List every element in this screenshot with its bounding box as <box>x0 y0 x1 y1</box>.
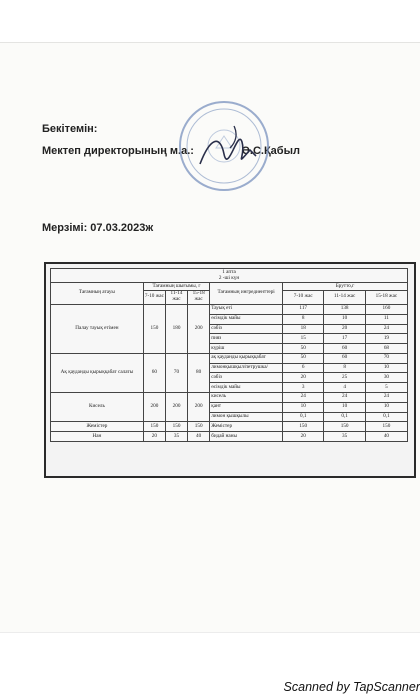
ingredient-name-cell: күріш <box>210 344 283 354</box>
ingredient-gross-cell: 138 <box>324 304 365 314</box>
ingredient-gross-cell: 4 <box>324 383 365 393</box>
ingredient-gross-cell: 30 <box>365 373 407 383</box>
day-label: 2 -ші күн <box>218 274 240 281</box>
ingredient-gross-cell: 50 <box>283 344 324 354</box>
dish-output-cell: 35 <box>165 432 187 442</box>
approval-signer: Ә.С.Қабыл <box>241 145 300 157</box>
ingredient-name-cell: өсімдік майы <box>210 383 283 393</box>
deadline-text: Мерзімі: 07.03.2023ж <box>42 222 154 234</box>
ingredient-gross-cell: 0,1 <box>324 412 365 422</box>
dish-output-cell: 40 <box>188 432 210 442</box>
ingredient-gross-cell: 20 <box>283 432 324 442</box>
ingredient-gross-cell: 0,1 <box>283 412 324 422</box>
dish-output-cell: 200 <box>188 304 210 353</box>
ingredient-gross-cell: 11 <box>365 314 407 324</box>
ingredient-gross-cell: 40 <box>365 432 407 442</box>
ingredient-gross-cell: 15 <box>283 334 324 344</box>
dish-output-cell: 60 <box>143 353 165 392</box>
ingredient-gross-cell: 24 <box>324 393 365 403</box>
ingredient-name-cell: сәбіз <box>210 373 283 383</box>
dish-output-cell: 200 <box>165 393 187 422</box>
table-row <box>51 353 408 363</box>
ingredient-gross-cell: 17 <box>324 334 365 344</box>
ingredient-gross-cell: 10 <box>283 402 324 412</box>
ingredient-name-cell: ақ қауданды қырыққабат <box>210 353 283 363</box>
ingredient-gross-cell: 150 <box>365 422 407 432</box>
table-row <box>51 422 408 432</box>
header-output-age-2: 11-14 жас <box>165 290 187 304</box>
ingredient-name-cell: лимон қышқылы <box>210 412 283 422</box>
ingredient-name-cell: Тауық еті <box>210 304 283 314</box>
header-gross-age-3: 15-18 жас <box>365 290 407 304</box>
ingredient-gross-cell: 18 <box>283 324 324 334</box>
week-day-header <box>51 269 408 283</box>
approval-label: Бекітемін: <box>42 123 98 135</box>
table-row <box>51 432 408 442</box>
menu-table-body <box>51 304 408 441</box>
ingredient-gross-cell: 3 <box>283 383 324 393</box>
header-gross-age-1: 7-10 жас <box>283 290 324 304</box>
ingredient-name-cell: Жемістер <box>210 422 283 432</box>
ingredient-gross-cell: 117 <box>283 304 324 314</box>
dish-output-cell: 180 <box>165 304 187 353</box>
ingredient-gross-cell: 24 <box>283 393 324 403</box>
header-dish: Тағамның атауы <box>51 283 144 305</box>
dish-output-cell: 80 <box>188 353 210 392</box>
week-label: 1 апта <box>222 268 236 275</box>
ingredient-gross-cell: 10 <box>365 402 407 412</box>
ingredient-gross-cell: 10 <box>365 363 407 373</box>
ingredient-gross-cell: 5 <box>365 383 407 393</box>
dish-name-cell: Ақ қауданды қырыққабат салаты <box>51 353 144 392</box>
ingredient-name-cell: бидай наны <box>210 432 283 442</box>
ingredient-gross-cell: 0,1 <box>365 412 407 422</box>
dish-name-cell: Кисель <box>51 393 144 422</box>
ingredient-gross-cell: 150 <box>324 422 365 432</box>
ingredient-gross-cell: 150 <box>283 422 324 432</box>
ingredient-gross-cell: 60 <box>324 353 365 363</box>
ingredient-gross-cell: 50 <box>283 353 324 363</box>
ingredient-name-cell: сәбіз <box>210 324 283 334</box>
header-output-age-3: 15-18 жас <box>188 290 210 304</box>
ingredient-name-cell: пияз <box>210 334 283 344</box>
sheet-edge-bottom <box>0 632 420 633</box>
ingredient-gross-cell: 19 <box>365 334 407 344</box>
ingredient-name-cell: қант <box>210 402 283 412</box>
ingredient-gross-cell: 10 <box>324 314 365 324</box>
ingredient-gross-cell: 68 <box>365 344 407 354</box>
ingredient-gross-cell: 20 <box>324 324 365 334</box>
dish-output-cell: 200 <box>143 393 165 422</box>
sheet-edge-top <box>0 42 420 43</box>
header-output: Тағамның шығымы, г <box>143 283 209 291</box>
menu-table-frame <box>44 262 416 478</box>
ingredient-gross-cell: 25 <box>324 373 365 383</box>
ingredient-name-cell: өсімдік майы <box>210 314 283 324</box>
ingredient-gross-cell: 20 <box>283 373 324 383</box>
ingredient-gross-cell: 24 <box>365 324 407 334</box>
dish-output-cell: 150 <box>143 304 165 353</box>
ingredient-gross-cell: 35 <box>324 432 365 442</box>
dish-output-cell: 20 <box>143 432 165 442</box>
ingredient-name-cell: лимонқышқыл/петрушка/ <box>210 363 283 373</box>
ingredient-gross-cell: 10 <box>324 402 365 412</box>
ingredient-gross-cell: 160 <box>365 304 407 314</box>
menu-table <box>50 268 408 442</box>
dish-name-cell: Палау тауық етімен <box>51 304 144 353</box>
ingredient-gross-cell: 8 <box>283 314 324 324</box>
dish-output-cell: 150 <box>188 422 210 432</box>
ingredient-gross-cell: 6 <box>283 363 324 373</box>
ingredient-gross-cell: 8 <box>324 363 365 373</box>
dish-output-cell: 150 <box>165 422 187 432</box>
dish-name-cell: Жемістер <box>51 422 144 432</box>
ingredient-name-cell: кисель <box>210 393 283 403</box>
header-output-age-1: 7-10 жас <box>143 290 165 304</box>
header-ingredients: Тағамның ингредиенттері <box>210 283 283 305</box>
header-gross: Брутто,г <box>283 283 408 291</box>
dish-name-cell: Нан <box>51 432 144 442</box>
table-row <box>51 393 408 403</box>
table-row <box>51 304 408 314</box>
dish-output-cell: 200 <box>188 393 210 422</box>
approval-line: Мектеп директорының м.а.: <box>42 145 194 157</box>
scanner-watermark: Scanned by TapScanner <box>283 680 420 694</box>
header-gross-age-2: 11-14 жас <box>324 290 365 304</box>
ingredient-gross-cell: 60 <box>324 344 365 354</box>
dish-output-cell: 70 <box>165 353 187 392</box>
ingredient-gross-cell: 70 <box>365 353 407 363</box>
ingredient-gross-cell: 24 <box>365 393 407 403</box>
official-seal-stamp <box>176 98 272 194</box>
dish-output-cell: 150 <box>143 422 165 432</box>
